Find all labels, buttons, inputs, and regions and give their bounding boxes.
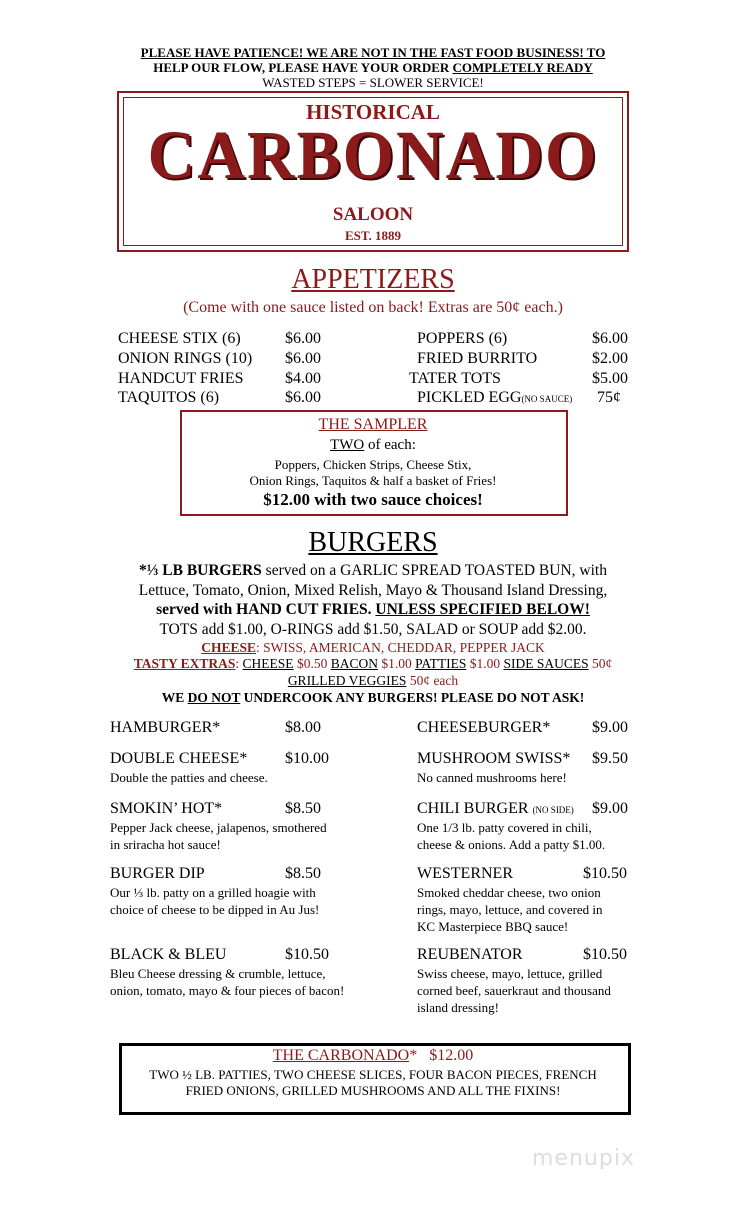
app-poppers-price: $6.00 [592,330,628,347]
app-fried-burrito: FRIED BURRITO [417,350,538,367]
saloon-label: SALOON [332,204,414,225]
sampler-desc-2: Onion Rings, Taquitos & half a basket of Fries! [249,473,497,488]
item-westerner-desc-1: Smoked cheddar cheese, two onion [417,885,601,900]
item-westerner-desc-3: KC Masterpiece BBQ sauce! [417,919,569,934]
item-chili-burger-desc-1: One 1/3 lb. patty covered in chili, [417,820,592,835]
item-black-bleu-desc-1: Bleu Cheese dressing & crumble, lettuce, [110,966,326,981]
item-mushroom-swiss-desc: No canned mushrooms here! [417,770,567,785]
burgers-intro-2: Lettuce, Tomato, Onion, Mixed Relish, Mayo & Thousand Island Dressing, [138,582,608,599]
undercook-warning: WE DO NOT UNDERCOOK ANY BURGERS! PLEASE DO NOT ASK! [161,690,585,705]
item-burger-dip: BURGER DIP [110,865,205,882]
item-burger-dip-desc-1: Our ⅓ lb. patty on a grilled hoagie with [110,885,316,900]
item-black-bleu-desc-2: onion, tomato, mayo & four pieces of bacon! [110,983,345,998]
historical-label: HISTORICAL [306,100,440,124]
item-smokin-hot-desc-1: Pepper Jack cheese, jalapenos, smothered [110,820,327,835]
item-westerner-desc-2: rings, mayo, lettuce, and covered in [417,902,603,917]
sampler-desc-1: Poppers, Chicken Strips, Cheese Stix, [274,457,472,472]
app-handcut-fries: HANDCUT FRIES [118,370,244,387]
carbonado-special-desc-1: TWO ½ LB. PATTIES, TWO CHEESE SLICES, FOUR BACON PIECES, FRENCH [149,1067,597,1082]
sampler-two-of-each: TWO of each: [330,437,416,453]
app-poppers: POPPERS (6) [417,330,508,347]
item-reubenator-desc-1: Swiss cheese, mayo, lettuce, grilled [417,966,603,981]
item-mushroom-swiss: MUSHROOM SWISS* [417,750,571,767]
app-pickled-egg-price: 75¢ [597,389,621,406]
item-cheeseburger-price: $9.00 [592,719,628,736]
established-label: EST. 1889 [344,228,402,243]
notice [0,45,746,90]
app-pickled-egg: PICKLED EGG(NO SAUCE) [417,389,573,406]
item-chili-burger-price: $9.00 [592,800,628,817]
app-tater-tots: TATER TOTS [409,370,501,387]
item-black-bleu-price: $10.50 [285,946,329,963]
burgers-sides: TOTS add $1.00, O-RINGS add $1.50, SALAD or SOUP add $2.00. [159,621,587,638]
item-chili-burger: CHILI BURGER (NO SIDE) [417,800,574,817]
item-smokin-hot-desc-2: in sriracha hot sauce! [110,837,221,852]
burgers-intro-3: served with HAND CUT FRIES. UNLESS SPECIFIED BELOW! [156,601,590,618]
sampler-price: $12.00 with two sauce choices! [263,490,483,509]
item-burger-dip-price: $8.50 [285,865,321,882]
app-taquitos: TAQUITOS (6) [118,389,220,406]
notice-line-2: HELP OUR FLOW, PLEASE HAVE YOUR ORDER COMPLETELY READY [153,60,593,75]
app-onion-rings-price: $6.00 [285,350,321,367]
item-black-bleu: BLACK & BLEU [110,946,227,963]
item-reubenator-desc-2: corned beef, sauerkraut and thousand [417,983,611,998]
item-cheeseburger: CHEESEBURGER* [417,719,551,736]
burgers-title: BURGERS [308,527,438,558]
item-westerner: WESTERNER [417,865,513,882]
carbonado-special-title: THE CARBONADO* $12.00 [272,1047,474,1064]
app-cheese-stix-price: $6.00 [285,330,321,347]
item-hamburger-price: $8.00 [285,719,321,736]
item-mushroom-swiss-price: $9.50 [592,750,628,767]
app-fried-burrito-price: $2.00 [592,350,628,367]
tasty-extras: TASTY EXTRAS: CHEESE $0.50 BACON $1.00 PATTIES $1.00 SIDE SAUCES 50¢ [133,656,613,671]
sampler-title: THE SAMPLER [318,416,428,433]
item-smokin-hot: SMOKIN’ HOT* [110,800,223,817]
item-westerner-price: $10.50 [583,865,627,882]
app-tater-tots-price: $5.00 [592,370,628,387]
tasty-extras-veggies: GRILLED VEGGIES 50¢ each [287,673,459,688]
app-onion-rings: ONION RINGS (10) [118,350,253,367]
item-reubenator-price: $10.50 [583,946,627,963]
item-smokin-hot-price: $8.50 [285,800,321,817]
carbonado-special-desc-2: FRIED ONIONS, GRILLED MUSHROOMS AND ALL THE FIXINS! [185,1083,561,1098]
app-cheese-stix: CHEESE STIX (6) [118,330,241,347]
item-reubenator-desc-3: island dressing! [417,1000,499,1015]
cheese-options: CHEESE: SWISS, AMERICAN, CHEDDAR, PEPPER JACK [201,640,545,655]
appetizers-subtitle: (Come with one sauce listed on back! Extras are 50¢ each.) [183,299,563,316]
item-double-cheese-price: $10.00 [285,750,329,767]
notice-line-3: WASTED STEPS = SLOWER SERVICE! [262,75,484,90]
app-taquitos-price: $6.00 [285,389,321,406]
item-double-cheese: DOUBLE CHEESE* [110,750,248,767]
burgers-intro-1: *⅓ LB BURGERS served on a GARLIC SPREAD TOASTED BUN, with [139,562,607,579]
item-reubenator: REUBENATOR [417,946,523,963]
item-double-cheese-desc: Double the patties and cheese. [110,770,268,785]
item-chili-burger-desc-2: cheese & onions. Add a patty $1.00. [417,837,606,852]
item-hamburger: HAMBURGER* [110,719,221,736]
app-handcut-fries-price: $4.00 [285,370,321,387]
carbonado-logo: CARBONADO [147,117,599,194]
item-burger-dip-desc-2: choice of cheese to be dipped in Au Jus! [110,902,320,917]
appetizers-title: APPETIZERS [291,264,455,295]
menupix-watermark: menupix [532,1146,635,1171]
notice-line-1: PLEASE HAVE PATIENCE! WE ARE NOT IN THE FAST FOOD BUSINESS! TO [140,45,606,60]
